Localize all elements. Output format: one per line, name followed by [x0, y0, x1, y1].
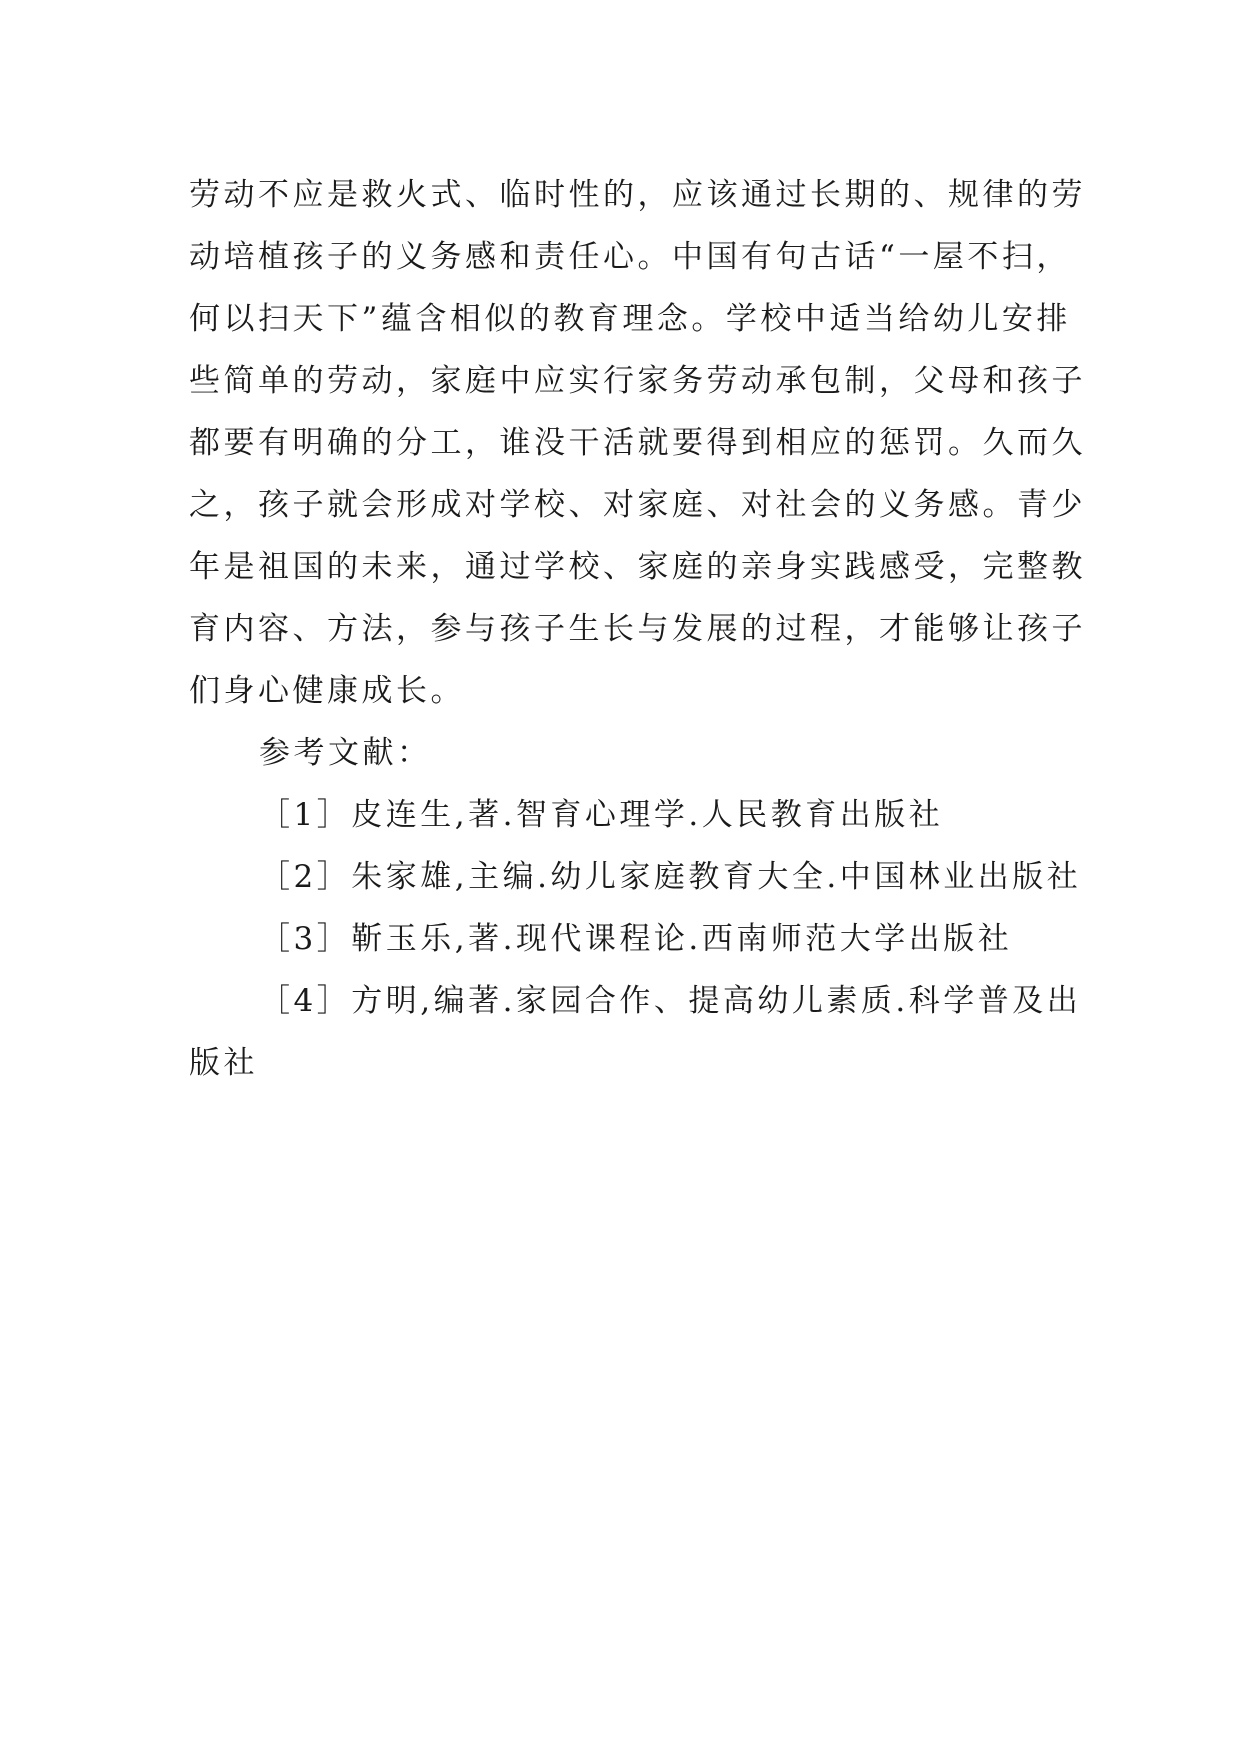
reference-item: ［4］方明,编著.家园合作、提高幼儿素质.科学普及出	[259, 983, 1082, 1019]
paragraph-line: 们身心健康成长。	[189, 673, 465, 709]
paragraph-line: 育内容、方法，参与孩子生长与发展的过程，才能够让孩子	[189, 611, 1086, 647]
paragraph-line: 年是祖国的未来，通过学校、家庭的亲身实践感受，完整教	[189, 549, 1086, 585]
references-section	[189, 722, 1082, 1094]
paragraph-line: 劳动不应是救火式、临时性的，应该通过长期的、规律的劳	[189, 177, 1086, 213]
reference-item: ［3］靳玉乐,著.现代课程论.西南师范大学出版社	[259, 921, 1013, 957]
references-heading: 参考文献：	[259, 735, 432, 771]
paragraph-line: 都要有明确的分工，谁没干活就要得到相应的惩罚。久而久	[189, 425, 1086, 461]
reference-item: ［2］朱家雄,主编.幼儿家庭教育大全.中国林业出版社	[259, 859, 1082, 895]
body-paragraph	[189, 164, 1086, 722]
paragraph-line: 之，孩子就会形成对学校、对家庭、对社会的义务感。青少	[189, 487, 1086, 523]
paragraph-line: 些简单的劳动，家庭中应实行家务劳动承包制，父母和孩子	[189, 363, 1086, 399]
reference-item-continuation: 版社	[189, 1045, 258, 1081]
document-text	[189, 164, 1086, 1094]
paragraph-line: 何以扫天下”蕴含相似的教育理念。学校中适当给幼儿安排	[189, 301, 1071, 337]
paragraph-line: 动培植孩子的义务感和责任心。中国有句古话“一屋不扫，	[189, 239, 1071, 275]
reference-item: ［1］皮连生,著.智育心理学.人民教育出版社	[259, 797, 944, 833]
